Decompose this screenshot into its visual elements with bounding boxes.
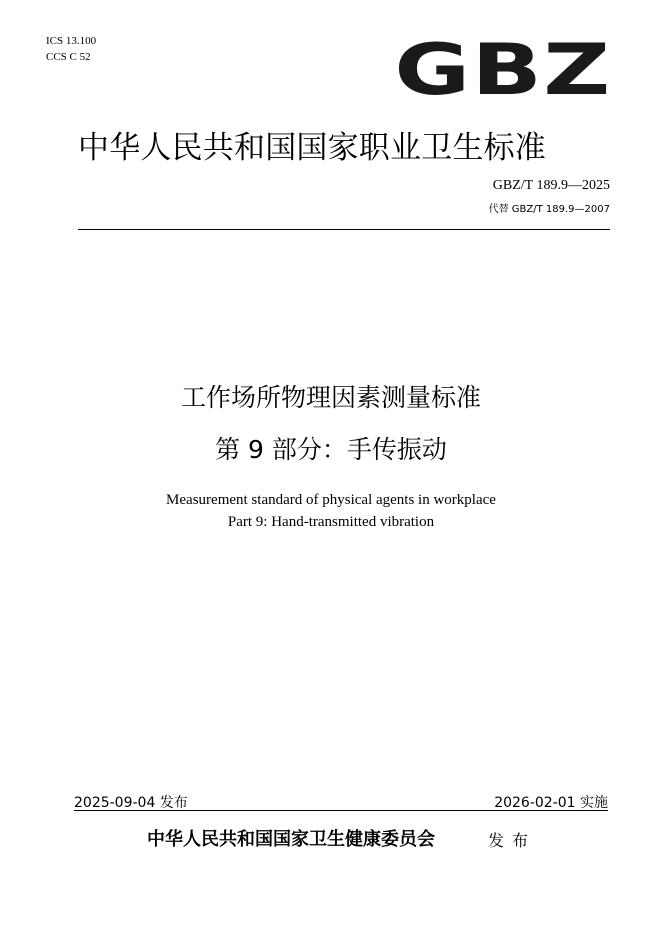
document-title-cn: 工作场所物理因素测量标准: [180, 383, 481, 412]
footer-divider: [74, 810, 608, 811]
document-subtitle-en: Part 9: Hand-transmitted vibration: [227, 514, 435, 530]
document-title-en: Measurement standard of physical agents in workplace: [166, 492, 496, 508]
replaces-standard: 代替 GBZ/T 189.9—2007: [488, 204, 610, 215]
ccs-code: CCS C 52: [46, 51, 91, 63]
implementation-date: 2026-02-01 实施: [494, 795, 608, 811]
issue-label: 发布: [488, 831, 537, 850]
gbz-logo: GBZ: [394, 29, 612, 111]
classification-codes: [46, 33, 96, 65]
issuing-authority: 中华人民共和国国家卫生健康委员会: [147, 829, 435, 850]
header-divider: [78, 229, 610, 230]
standard-category-title: 中华人民共和国国家职业卫生标准: [78, 130, 546, 166]
document-subtitle-cn: 第 9 部分：手传振动: [215, 435, 447, 464]
issue-date: 2025-09-04 发布: [74, 795, 188, 811]
ics-code: ICS 13.100: [46, 35, 97, 47]
standard-code: GBZ/T 189.9—2025: [492, 178, 610, 193]
